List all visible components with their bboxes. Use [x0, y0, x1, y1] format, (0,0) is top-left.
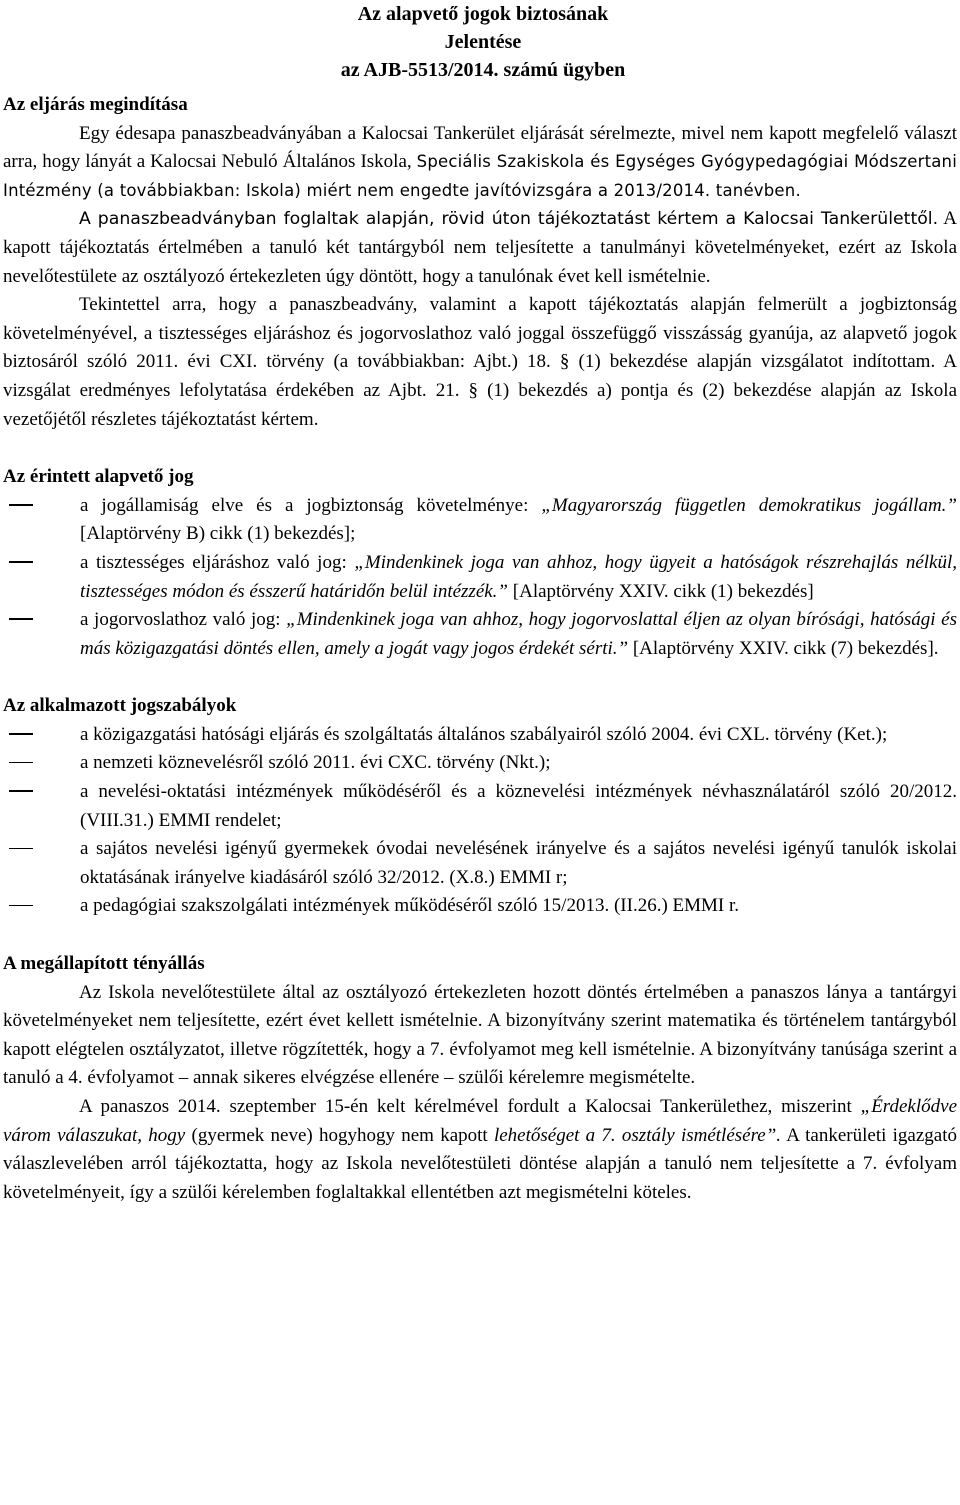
dash-bullet-icon	[6, 749, 36, 778]
laws-list	[3, 721, 957, 921]
item-text: a jogállamiság elve és a jogbiztonság követelménye:	[80, 494, 542, 516]
dash-bullet-icon	[6, 892, 36, 921]
item-quote: „Magyarország független demokratikus jogállam.”	[541, 494, 957, 516]
item-quote: „Mindenkinek joga van ahhoz, hogy jogorvoslattal éljen az olyan bírósági, hatósági és más közigazgatási döntés ellen, amely a jogát vagy jogos érdekét sérti.”	[80, 609, 957, 659]
section-heading-laws: Az alkalmazott jogszabályok	[3, 695, 237, 717]
dash-bullet-icon	[6, 549, 36, 578]
item-text: a nemzeti köznevelésről szóló 2011. évi CXC. törvény (Nkt.);	[80, 752, 551, 774]
paragraph-initiation-2	[3, 205, 957, 291]
item-text: a pedagógiai szakszolgálati intézmények működéséről szóló 15/2013. (II.26.) EMMI r.	[80, 895, 740, 917]
dash-bullet-icon	[6, 492, 36, 521]
document-title	[9, 0, 957, 84]
paragraph-text: A tankerületi igazgató válaszlevelében arról tájékoztatta, hogy az Iskola nevelőtestületi döntése alapján a tanuló nem teljesítette a 7. évfolyam követelményeit, így a szülői kérelemben foglaltakkal ellentétben azt megismételni köteles.	[3, 1124, 958, 1203]
paragraph-text: (gyermek neve) hogyhogy nem kapott	[185, 1124, 494, 1146]
dash-bullet-icon	[6, 778, 36, 807]
list-item	[3, 778, 957, 835]
item-citation: [Alaptörvény XXIV. cikk (7) bekezdés].	[628, 637, 939, 659]
rights-list	[3, 492, 957, 664]
list-item	[3, 892, 957, 921]
item-text: a sajátos nevelési igényű gyermekek óvodai nevelésének irányelve és a sajátos nevelési igényű tanulók iskolai oktatásának irányelve kiadásáról szóló 32/2012. (X.8.) EMMI r;	[80, 838, 957, 888]
title-line-3: az AJB-5513/2014. számú ügyben	[340, 59, 626, 81]
paragraph-initiation-1	[3, 120, 957, 206]
item-citation: [Alaptörvény XXIV. cikk (1) bekezdés]	[508, 580, 814, 602]
paragraph-facts-2	[3, 1093, 957, 1207]
section-heading-rights: Az érintett alapvető jog	[3, 466, 194, 488]
list-item	[3, 606, 957, 663]
paragraph-facts-1: Az Iskola nevelőtestülete által az osztályozó értekezleten hozott döntés értelmében a panaszos lánya a tantárgyi követelményeket nem teljesítette, ezért évet kellett ismételnie. A bizonyítvány szerint matematika és történelem tantárgyból kapott elégtelen osztályzatot, illetve rögzítették, hogy a 7. évfolyamot meg kell ismételnie. A bizonyítvány tanúsága szerint a tanuló a 4. évfolyamot – annak sikeres elvégzése ellenére – szülői kérelemre megismételte.	[3, 981, 957, 1089]
list-item	[3, 721, 957, 750]
paragraph-text: Egy édesapa panaszbeadványában a Kalocsai Tankerület eljárását sérelmezte, mivel nem kapott megfelelő választ arra, hogy lányát a Kalocsai Nebuló Általános Iskola,	[3, 122, 957, 173]
item-text: a tisztességes eljáráshoz való jog:	[80, 551, 355, 573]
list-item	[3, 749, 957, 778]
item-citation: [Alaptörvény B) cikk (1) bekezdés];	[80, 523, 356, 545]
list-item	[3, 549, 957, 606]
paragraph-quote: lehetőséget a 7. osztály ismétlésére”.	[493, 1124, 782, 1146]
list-item	[3, 835, 957, 892]
paragraph-text: A panaszos 2014. szeptember 15-én kelt kérelmével fordult a Kalocsai Tankerülethez, miszerint	[79, 1096, 861, 1117]
paragraph-quote: „Érdeklődve várom válaszukat, hogy	[3, 1096, 957, 1146]
item-text: a közigazgatási hatósági eljárás és szolgáltatás általános szabályairól szóló 2004. évi CXL. törvény (Ket.);	[80, 723, 888, 745]
paragraph-text: A kapott tájékoztatás értelmében a tanuló két tantárgyból nem teljesítette a tanulmányi követelményeket, ezért az Iskola nevelőtestülete az osztályozó értekezleten úgy döntött, hogy a tanulónak évet kell ismételnie.	[3, 208, 957, 287]
list-item	[3, 492, 957, 549]
item-text: a jogorvoslathoz való jog:	[80, 609, 287, 631]
paragraph-text-sans: A panaszbeadványban foglaltak alapján, rövid úton tájékoztatást kértem a Kalocsai Tankerülettől.	[79, 209, 939, 230]
dash-bullet-icon	[6, 835, 36, 864]
title-line-1: Az alapvető jogok biztosának	[357, 3, 609, 25]
dash-bullet-icon	[6, 606, 36, 635]
section-heading-initiation: Az eljárás megindítása	[3, 94, 188, 115]
paragraph-initiation-3: Tekintettel arra, hogy a panaszbeadvány, valamint a kapott tájékoztatás alapján felmerült a jogbiztonság követelményével, a tisztességes eljáráshoz és jogorvoslathoz való joggal összefüggő visszásság gyanúja, az alapvető jogok biztosáról szóló 2011. évi CXI. törvény (a továbbiakban: Ajbt.) 18. § (1) bekezdése alapján vizsgálatot indítottam. A vizsgálat eredményes lefolytatása érdekében az Ajbt. 21. § (1) bekezdés a) pontja és (2) bekezdése alapján az Iskola vezetőjétől részletes tájékoztatást kértem.	[3, 294, 957, 430]
paragraph-text-sans: Speciális Szakiskola és Egységes Gyógypedagógiai Módszertani Intézmény (a továbbiakban: Iskola) miért nem engedte javítóvizsgára a 2013/2014. tanévben.	[3, 152, 957, 200]
item-quote: „Mindenkinek joga van ahhoz, hogy ügyeit a hatóságok részrehajlás nélkül, tisztességes módon és ésszerű határidőn belül intézzék.”	[80, 551, 957, 602]
section-heading-facts: A megállapított tényállás	[3, 953, 205, 975]
title-line-2: Jelentése	[444, 31, 522, 53]
item-text: a nevelési-oktatási intézmények működéséről és a köznevelési intézmények névhasználatáról szóló 20/2012. (VIII.31.) EMMI rendelet;	[80, 781, 957, 831]
dash-bullet-icon	[6, 721, 36, 750]
